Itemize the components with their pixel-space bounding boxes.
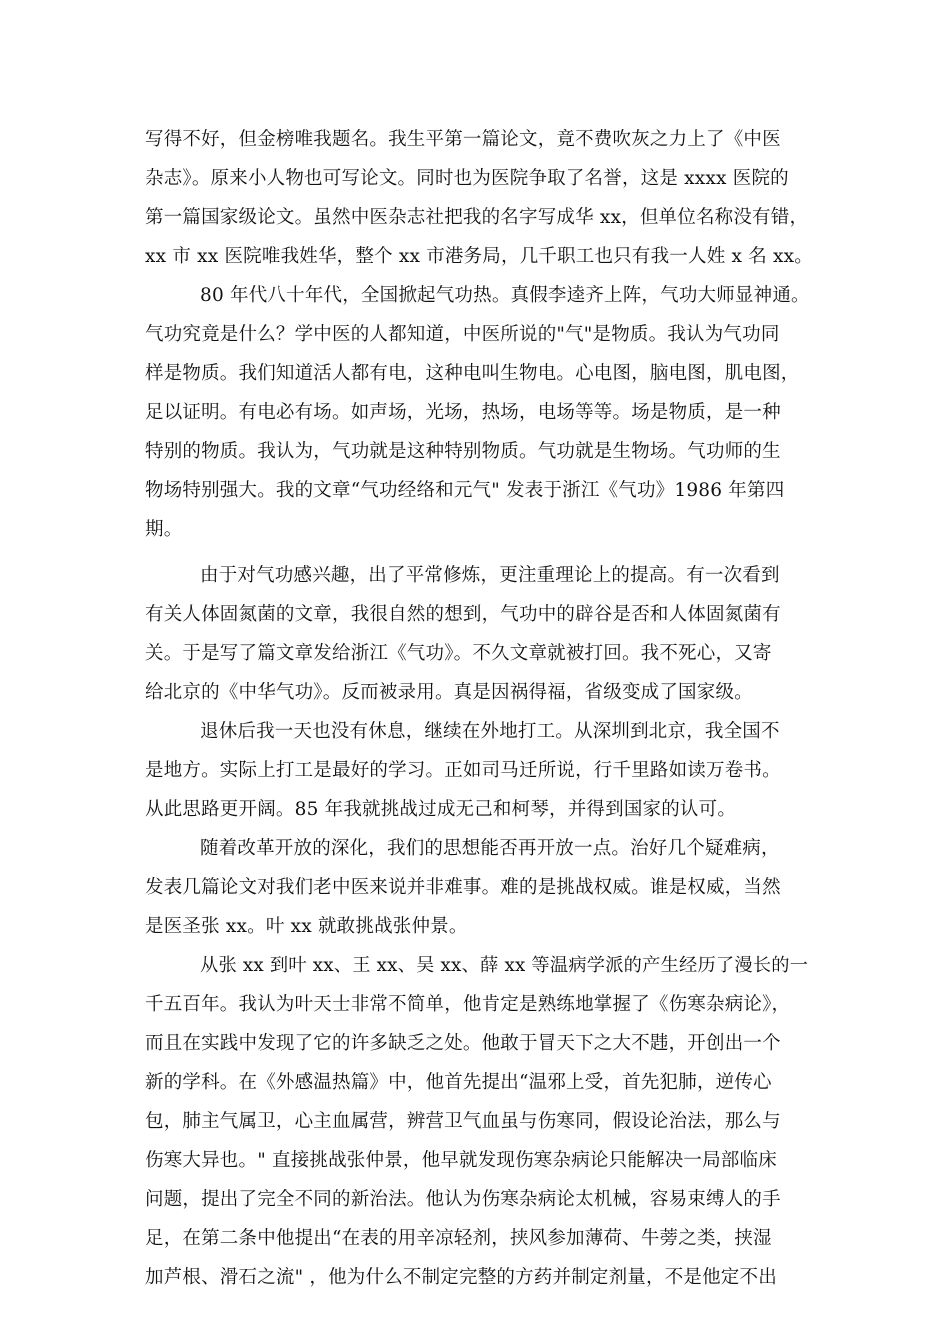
text-line: 气功究竟是什么？学中医的人都知道，中医所说的"气"是物质。我认为气功同 — [145, 324, 780, 345]
text-line: 是医圣张 xx。叶 xx 就敢挑战张仲景。 — [145, 916, 468, 937]
text-line: 足，在第二条中他提出“在表的用辛凉轻剂，挟风参加薄荷、牛蒡之类，挟湿 — [145, 1228, 772, 1249]
text-line: 而且在实践中发现了它的许多缺乏之处。他敢于冒天下之大不韪，开创出一个 — [145, 1033, 781, 1054]
text-line: 期。 — [145, 519, 183, 540]
text-line: 问题，提出了完全不同的新治法。他认为伤寒杂病论太机械，容易束缚人的手 — [145, 1189, 781, 1210]
text-line: 杂志》。原来小人物也可写论文。同时也为医院争取了名誉，这是 xxxx 医院的 — [145, 168, 789, 189]
text-line: 随着改革开放的深化，我们的思想能否再开放一点。治好几个疑难病， — [200, 838, 780, 859]
text-line: 给北京的《中华气功》。反而被录用。真是因祸得福，省级变成了国家级。 — [145, 682, 753, 703]
text-line: 关。于是写了篇文章发给浙江《气功》。不久文章就被打回。我不死心，又寄 — [145, 643, 772, 664]
text-line: 由于对气功感兴趣，出了平常修炼，更注重理论上的提高。有一次看到 — [200, 565, 780, 586]
text-line: xx 市 xx 医院唯我姓华，整个 xx 市港务局，几千职工也只有我一人姓 x 名 xx。 — [145, 246, 813, 267]
text-line: 退休后我一天也没有休息，继续在外地打工。从深圳到北京，我全国不 — [200, 721, 780, 742]
text-line: 包，肺主气属卫，心主血属营，辨营卫气血虽与伤寒同，假设论治法，那么与 — [145, 1111, 781, 1132]
text-line: 从此思路更开阔。85 年我就挑战过成无己和柯琴，并得到国家的认可。 — [145, 799, 737, 820]
text-line: 有关人体固氮菌的文章，我很自然的想到，气功中的辟谷是否和人体固氮菌有 — [145, 604, 781, 625]
text-line: 第一篇国家级论文。虽然中医杂志社把我的名字写成华 xx，但单位名称没有错， — [145, 207, 809, 228]
text-line: 是地方。实际上打工是最好的学习。正如司马迁所说，行千里路如读万卷书。 — [145, 760, 781, 781]
text-line: 写得不好，但金榜唯我题名。我生平第一篇论文，竟不费吹灰之力上了《中医 — [145, 129, 781, 150]
text-line: 千五百年。我认为叶天士非常不简单，他肯定是熟练地掌握了《伤寒杂病论》， — [145, 994, 791, 1015]
text-line: 加芦根、滑石之流" ，他为什么不制定完整的方药并制定剂量，不是他定不出 — [145, 1267, 777, 1288]
text-line: 物场特别强大。我的文章“气功经络和元气" 发表于浙江《气功》1986 年第四 — [145, 480, 785, 501]
text-line: 伤寒大异也。" 直接挑战张仲景，他早就发现伤寒杂病论只能解决一局部临床 — [145, 1150, 777, 1171]
text-line: 从张 xx 到叶 xx、王 xx、吴 xx、薛 xx 等温病学派的产生经历了漫长的一 — [200, 955, 809, 976]
text-line: 特别的物质。我认为，气功就是这种特别物质。气功就是生物场。气功师的生 — [145, 441, 781, 462]
text-line: 足以证明。有电必有场。如声场，光场，热场，电场等等。场是物质，是一种 — [145, 402, 781, 423]
text-line: 80 年代八十年代，全国掀起气功热。真假李逵齐上阵，气功大师显神通。 — [200, 285, 810, 306]
text-line: 发表几篇论文对我们老中医来说并非难事。难的是挑战权威。谁是权威，当然 — [145, 877, 781, 898]
text-line: 新的学科。在《外感温热篇》中，他首先提出“温邪上受，首先犯肺，逆传心 — [145, 1072, 772, 1093]
text-line: 样是物质。我们知道活人都有电，这种电叫生物电。心电图，脑电图，肌电图， — [145, 363, 800, 384]
